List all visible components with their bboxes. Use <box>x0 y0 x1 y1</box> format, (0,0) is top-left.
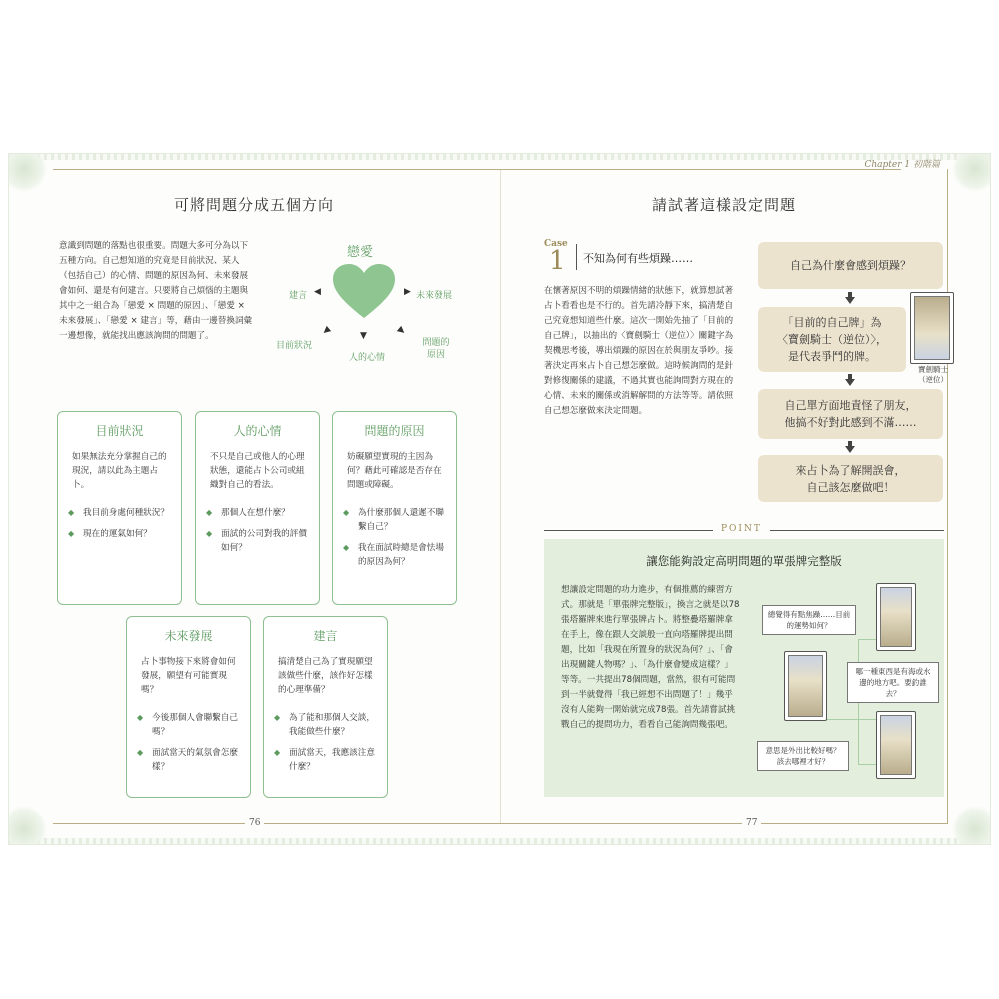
left-page-title: 可將問題分成五個方向 <box>173 196 334 214</box>
callout-bubble: 哪一種東西是有海或水邊的地方吧。要釣誰去？ <box>847 662 939 703</box>
tarot-card-hermit <box>876 583 916 651</box>
topic-card-item: ◆ 我目前身處何種狀況？ <box>68 506 173 520</box>
corner-ornament-top-left <box>8 153 47 192</box>
flow-line: 〈寶劍騎士（逆位）〉， <box>777 333 887 346</box>
corner-ornament-bottom-right <box>952 806 991 845</box>
tarot-card-knight-of-swords <box>910 292 954 364</box>
diagram-label-feelings: 人的心情 <box>349 353 386 363</box>
topic-card-title: 未來發展 <box>164 629 213 643</box>
corner-ornament-top-right <box>952 153 991 192</box>
flow-step-1 <box>758 242 943 289</box>
topic-card-feelings <box>195 411 320 605</box>
topic-card-item: ◆ 我在面試時總是會怯場的原因為何？ <box>343 541 448 569</box>
flow-line: 來占卜為了解開誤會， <box>795 463 906 477</box>
diagram-label-advice: 建言 <box>289 291 308 301</box>
point-text: 想讓設定問題的功力進步，有個推薦的練習方式。那就是「單張牌完整版」，換言之就是以78張塔羅牌來進行單張牌占卜。將整疊塔羅牌拿在手上，像在跟人交談般一直向塔羅牌提出問題，比如「我現在所置身的狀況為何？」、「會出現關鍵人物嗎？」、「為什麼會變成這樣？」等等。一共提出78個問題，當然，很有可能問到一半就覺得「我已經想不出問題了！」幾乎沒有人能夠一開始就完成78張。首先請嘗試挑戰自己的提問功力，看看自己能詢問幾張吧。 <box>561 585 740 730</box>
tarot-card-fool <box>876 711 916 779</box>
topic-card-cause <box>332 411 457 605</box>
arrow-down-icon: ▼ <box>360 331 367 341</box>
diagram-label-future: 未來發展 <box>416 291 453 301</box>
topic-card-item: ◆ 那個人在想什麼？ <box>206 506 311 520</box>
heart-icon <box>333 264 395 320</box>
arrow-down-icon <box>845 446 855 453</box>
five-directions-diagram <box>271 234 461 374</box>
case-title: 不知為何有些煩躁…… <box>583 252 693 265</box>
diagram-label-cause: 問題的原因 <box>422 338 450 360</box>
flow-step-2 <box>758 307 906 372</box>
flow-step-4 <box>758 455 943 502</box>
flow-line: 自己單方面地責怪了朋友， <box>784 399 917 412</box>
topic-card-desc: 不只是自己或他人的心理狀態，還能占卜公司或組織對自己的看法。 <box>210 452 305 490</box>
flow-line: 「目前的自己牌」為 <box>782 316 882 329</box>
frame-top-line <box>53 169 901 170</box>
topic-card-item: ◆ 為什麼那個人還遲不聯繫自己？ <box>343 506 448 534</box>
arrow-down-left-icon: ◀ <box>320 324 333 338</box>
topic-card-desc: 妨礙願望實現的主因為何？藉此可確認是否存在問題或障礙。 <box>347 452 442 490</box>
topic-card-title: 建言 <box>313 629 338 643</box>
page-number-left: 76 <box>245 818 264 828</box>
arrow-left-icon: ◀ <box>314 287 321 297</box>
case-text: 在懷著原因不明的煩躁情緒的狀態下，就算想試著占卜看看也是不行的。首先請冷靜下來，搞清楚自己究竟想知道些什麼。這次一開始先抽了「目前的自己牌」，以抽出的〈寶劍騎士（逆位）〉關鍵字為契機思考後，導出煩躁的原因在於與朋友爭吵。接著決定再來占卜自己想怎麼做。這時候詢問的是針對修復關係的建議，不過其實也能詢問對方現在的心情、未來的關係或消解解問的方法等等。請依照自己想怎麼做來決定問題。 <box>544 286 734 416</box>
gutter-line <box>500 169 501 824</box>
topic-card-advice <box>263 616 388 798</box>
point-label: POINT <box>713 524 770 534</box>
flow-line: 他搞不好對此感到不滿…… <box>784 416 917 429</box>
lace-border-top <box>9 154 991 160</box>
topic-card-item: ◆ 面試當天的氣氛會怎麼樣？ <box>137 746 242 774</box>
case-divider <box>576 244 577 270</box>
corner-ornament-bottom-left <box>8 806 47 845</box>
topic-card-title: 問題的原因 <box>364 424 425 438</box>
topic-card-future <box>126 616 251 798</box>
tarot-card-five-of-wands <box>784 651 827 721</box>
topic-card-item: ◆ 今後那個人會聯繫自己嗎？ <box>137 711 242 739</box>
topic-card-item: ◆ 面試當天，我應該注意什麼？ <box>274 746 379 774</box>
flow-line: 自己為什麼會感到煩躁？ <box>790 259 911 272</box>
case-label <box>544 239 584 276</box>
case-number: 1 <box>549 246 566 276</box>
topic-card-desc: 搞清楚自己為了實現願望該做些什麼，該作好怎樣的心理準備？ <box>278 657 373 695</box>
right-page-title: 請試著這樣設定問題 <box>651 196 796 214</box>
case-label-text: Case <box>544 239 568 249</box>
topic-card-title: 人的心情 <box>233 424 282 438</box>
topic-card-item: ◆ 現在的運氣如何？ <box>68 527 173 541</box>
point-panel <box>544 539 944 797</box>
topic-card-desc: 如果無法充分掌握自己的現況，請以此為主題占卜。 <box>72 452 167 490</box>
topic-card-title: 目前狀況 <box>95 424 144 438</box>
chapter-label: Chapter 1 初階篇 <box>864 160 940 170</box>
flow-line: 是代表爭鬥的牌。 <box>788 350 876 363</box>
diagram-center-label: 戀愛 <box>347 245 374 260</box>
topic-card-item: ◆ 面試的公司對我的評價如何？ <box>206 527 311 555</box>
lace-border-bottom <box>9 838 991 844</box>
page-number-right: 77 <box>742 818 761 828</box>
flow-step-3 <box>758 389 943 439</box>
frame-right-line <box>947 169 948 824</box>
point-title: 讓您能夠設定高明問題的單張牌完整版 <box>646 554 842 568</box>
callout-bubble: 意思是外出比較好嗎？該去哪裡才好？ <box>757 741 849 771</box>
topic-card-current <box>57 411 182 605</box>
callout-bubble: 總覺得有點焦躁……目前的運勢如何？ <box>762 605 856 635</box>
flow-line: 自己該怎麼做吧！ <box>806 480 895 494</box>
arrow-down-right-icon: ▶ <box>395 324 408 338</box>
left-intro-text: 意識到問題的落點也很重要。問題大多可分為以下五種方向。自己想知道的究竟是目前狀況、某人（包括自己）的心情、問題的原因為何、未來發展會如何、還是有何建言。只要將自己煩惱的主題與其中之一組合為「戀愛 × 問題的原因」、「戀愛 × 未來發展」、「戀愛 × 建言」等，藉由一邊替換詞彙一邊想像，就能找出應該詢問的問題了。 <box>59 241 253 341</box>
diagram-label-current: 目前狀況 <box>276 341 313 351</box>
tarot-card-caption: 寶劍騎士 （逆位） <box>918 365 948 384</box>
arrow-down-icon <box>845 297 855 304</box>
topic-card-desc: 占卜事物接下來將會如何發展，願望有可能實現嗎？ <box>141 657 236 695</box>
topic-card-item: ◆ 為了能和那個人交談，我能做些什麼？ <box>274 711 379 739</box>
book-spread <box>8 153 991 845</box>
arrow-down-icon <box>845 379 855 386</box>
arrow-right-icon: ▶ <box>404 287 411 297</box>
